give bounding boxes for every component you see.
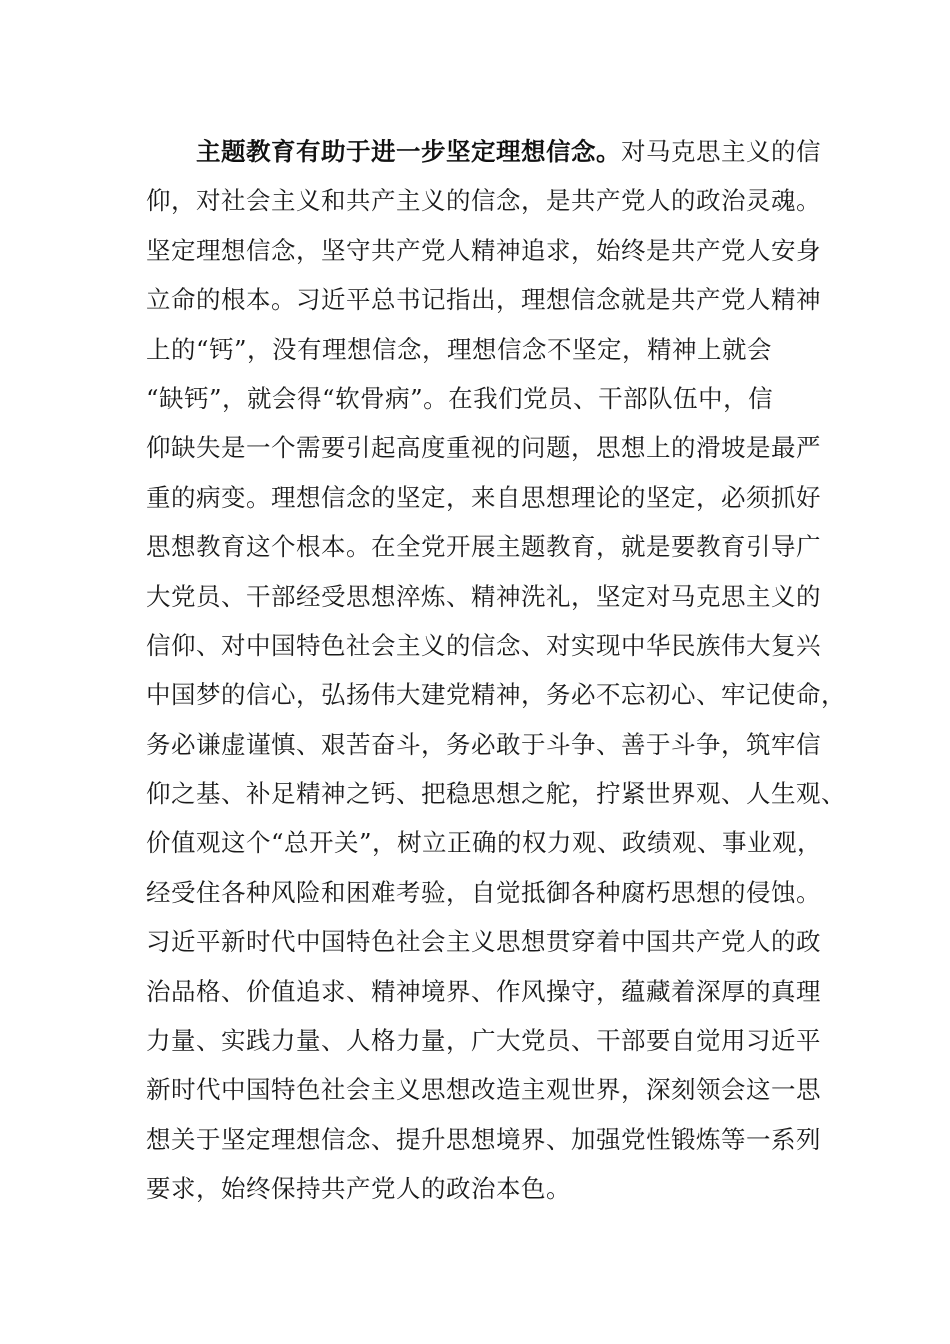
text-line: 思想教育这个根本。在全党开展主题教育，就是要教育引导广	[146, 532, 821, 562]
text-line: 信仰、对中国特色社会主义的信念、对实现中华民族伟大复兴	[146, 630, 821, 660]
text-line: 经受住各种风险和困难考验，自觉抵御各种腐朽思想的侵蚀。	[146, 877, 821, 907]
text-line: 仰之基、补足精神之钙、把稳思想之舵，拧紧世界观、人生观、	[146, 779, 846, 809]
lead-heading: 主题教育有助于进一步坚定理想信念。	[196, 137, 621, 166]
text-line: 立命的根本。习近平总书记指出，理想信念就是共产党人精神	[146, 285, 821, 315]
text-line: 坚定理想信念，坚守共产党人精神追求，始终是共产党人安身	[146, 235, 821, 265]
text-line: 习近平新时代中国特色社会主义思想贯穿着中国共产党人的政	[146, 927, 821, 957]
text-line: “缺钙”，就会得“软骨病”。在我们党员、干部队伍中，信	[146, 383, 774, 413]
text-line: 务必谦虚谨慎、艰苦奋斗，务必敢于斗争、善于斗争，筑牢信	[146, 729, 821, 759]
paragraph-first-line	[146, 127, 821, 176]
text-line: 仰，对社会主义和共产主义的信念，是共产党人的政治灵魂。	[146, 186, 821, 216]
text-line: 中国梦的信心，弘扬伟大建党精神，务必不忘初心、牢记使命，	[146, 680, 846, 710]
text-line: 价值观这个“总开关”，树立正确的权力观、政绩观、事业观，	[146, 828, 823, 858]
first-line-text: 对马克思主义的信	[621, 137, 821, 166]
text-line: 重的病变。理想信念的坚定，来自思想理论的坚定，必须抓好	[146, 482, 821, 512]
text-line: 新时代中国特色社会主义思想改造主观世界，深刻领会这一思	[146, 1075, 821, 1105]
text-line: 想关于坚定理想信念、提升思想境界、加强党性锻炼等一系列	[146, 1124, 821, 1154]
text-line: 要求，始终保持共产党人的政治本色。	[146, 1174, 571, 1204]
text-line: 上的“钙”，没有理想信念，理想信念不坚定，精神上就会	[146, 334, 773, 364]
text-line: 力量、实践力量、人格力量，广大党员、干部要自觉用习近平	[146, 1026, 821, 1056]
text-line: 大党员、干部经受思想淬炼、精神洗礼，坚定对马克思主义的	[146, 581, 821, 611]
text-line: 仰缺失是一个需要引起高度重视的问题，思想上的滑坡是最严	[146, 433, 821, 463]
paragraph	[146, 127, 846, 1214]
text-line: 治品格、价值追求、精神境界、作风操守，蕴藏着深厚的真理	[146, 976, 821, 1006]
